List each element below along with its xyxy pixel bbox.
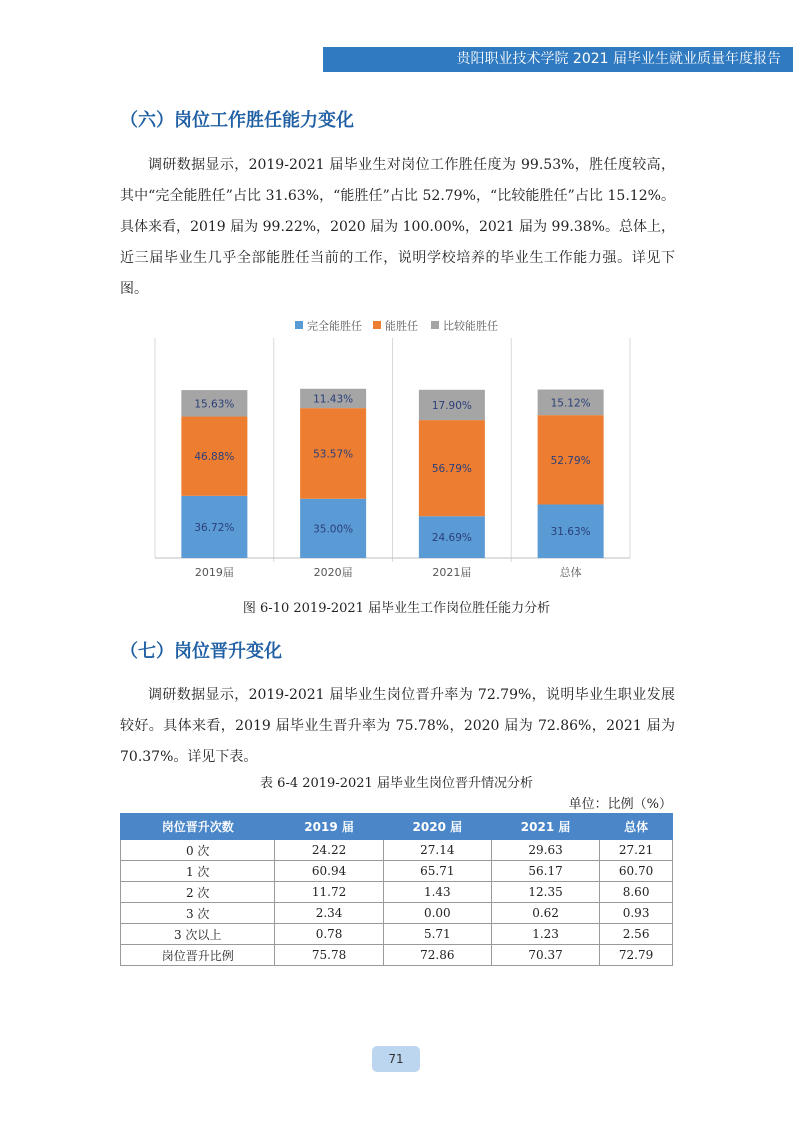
section-title-promotion: （七）岗位晋升变化 xyxy=(120,641,282,662)
data-label: 56.79% xyxy=(431,463,472,476)
legend-label: 比较能胜任 xyxy=(443,319,498,333)
table-cell: 29.63 xyxy=(491,840,599,861)
promotion-table xyxy=(120,813,673,966)
table-cell: 1 次 xyxy=(121,861,275,882)
header-cell: 2019 届 xyxy=(275,814,383,840)
x-tick-label: 2020届 xyxy=(313,566,353,579)
table-cell: 72.86 xyxy=(383,945,491,966)
table-row xyxy=(121,840,673,861)
header-cell: 2020 届 xyxy=(383,814,491,840)
table-cell: 0.93 xyxy=(600,903,673,924)
table-cell: 3 次以上 xyxy=(121,924,275,945)
header-cell: 2021 届 xyxy=(491,814,599,840)
table-cell: 60.94 xyxy=(275,861,383,882)
figure-caption: 图 6-10 2019-2021 届毕业生工作岗位胜任能力分析 xyxy=(242,601,551,616)
data-label: 17.90% xyxy=(431,399,472,412)
table-unit: 单位：比例（%） xyxy=(568,797,672,812)
table-cell: 70.37 xyxy=(491,945,599,966)
data-label: 24.69% xyxy=(431,532,472,545)
data-label: 46.88% xyxy=(194,451,235,464)
table-cell: 12.35 xyxy=(491,882,599,903)
table-row xyxy=(121,924,673,945)
table-row xyxy=(121,882,673,903)
table-cell: 2.34 xyxy=(275,903,383,924)
table-cell: 2 次 xyxy=(121,882,275,903)
table-cell: 0 次 xyxy=(121,840,275,861)
page-number: 71 xyxy=(372,1046,420,1072)
paragraph-competence xyxy=(120,150,675,305)
x-tick-label: 2019届 xyxy=(194,566,234,579)
data-label: 15.12% xyxy=(550,397,591,410)
table-cell: 0.62 xyxy=(491,903,599,924)
legend-label: 能胜任 xyxy=(385,319,418,333)
table-cell: 5.71 xyxy=(383,924,491,945)
report-title: 贵阳职业技术学院 2021 届毕业生就业质量年度报告 xyxy=(456,51,781,67)
legend-swatch xyxy=(295,321,303,329)
table-cell: 1.43 xyxy=(383,882,491,903)
table-cell: 2.56 xyxy=(600,924,673,945)
competence-stacked-bar-chart xyxy=(140,310,640,595)
paragraph-competence-text: 调研数据显示，2019-2021 届毕业生对岗位工作胜任度为 99.53%，胜任度较高，其中“完全能胜任”占比 31.63%，“能胜任”占比 52.79%，“比较能胜任”占比 15.12%。具体来看，2019 届为 99.22%，2020 届为 100.00%，2021 届为 99.38%。总体上，近三届毕业生几乎全部能胜任当前的工作，说明学校培养的毕业生工作能力强。详见下图。 xyxy=(120,157,675,297)
legend-swatch xyxy=(431,321,439,329)
header-cell: 岗位晋升次数 xyxy=(121,814,275,840)
paragraph-promotion-text: 调研数据显示，2019-2021 届毕业生岗位晋升率为 72.79%，说明毕业生职业发展较好。具体来看，2019 届毕业生晋升率为 75.78%，2020 届为 72.86%，2021 届为 70.37%。详见下表。 xyxy=(120,687,675,765)
table-cell: 60.70 xyxy=(600,861,673,882)
table-row xyxy=(121,903,673,924)
table-cell: 56.17 xyxy=(491,861,599,882)
table-cell: 3 次 xyxy=(121,903,275,924)
table-cell: 0.78 xyxy=(275,924,383,945)
table-row xyxy=(121,861,673,882)
header-cell: 总体 xyxy=(600,814,673,840)
table-cell: 11.72 xyxy=(275,882,383,903)
x-tick-label: 总体 xyxy=(559,566,582,579)
x-tick-label: 2021届 xyxy=(432,566,472,579)
data-label: 53.57% xyxy=(313,448,354,461)
data-label: 35.00% xyxy=(313,523,354,536)
data-label: 11.43% xyxy=(313,393,354,406)
table-cell: 24.22 xyxy=(275,840,383,861)
table-row xyxy=(121,945,673,966)
data-label: 15.63% xyxy=(194,398,235,411)
table-cell: 8.60 xyxy=(600,882,673,903)
table-cell: 0.00 xyxy=(383,903,491,924)
paragraph-promotion xyxy=(120,680,675,773)
table-cell: 65.71 xyxy=(383,861,491,882)
table-caption: 表 6-4 2019-2021 届毕业生岗位晋升情况分析 xyxy=(260,776,533,791)
table-cell: 1.23 xyxy=(491,924,599,945)
table-cell: 72.79 xyxy=(600,945,673,966)
legend-swatch xyxy=(373,321,381,329)
data-label: 31.63% xyxy=(550,526,591,539)
data-label: 36.72% xyxy=(194,521,235,534)
data-label: 52.79% xyxy=(550,454,591,467)
section-title-competence: （六）岗位工作胜任能力变化 xyxy=(120,110,354,131)
table-cell: 岗位晋升比例 xyxy=(121,945,275,966)
table-cell: 27.14 xyxy=(383,840,491,861)
table-cell: 27.21 xyxy=(600,840,673,861)
legend-label: 完全能胜任 xyxy=(307,319,362,333)
table-cell: 75.78 xyxy=(275,945,383,966)
table-header-row xyxy=(121,814,673,840)
